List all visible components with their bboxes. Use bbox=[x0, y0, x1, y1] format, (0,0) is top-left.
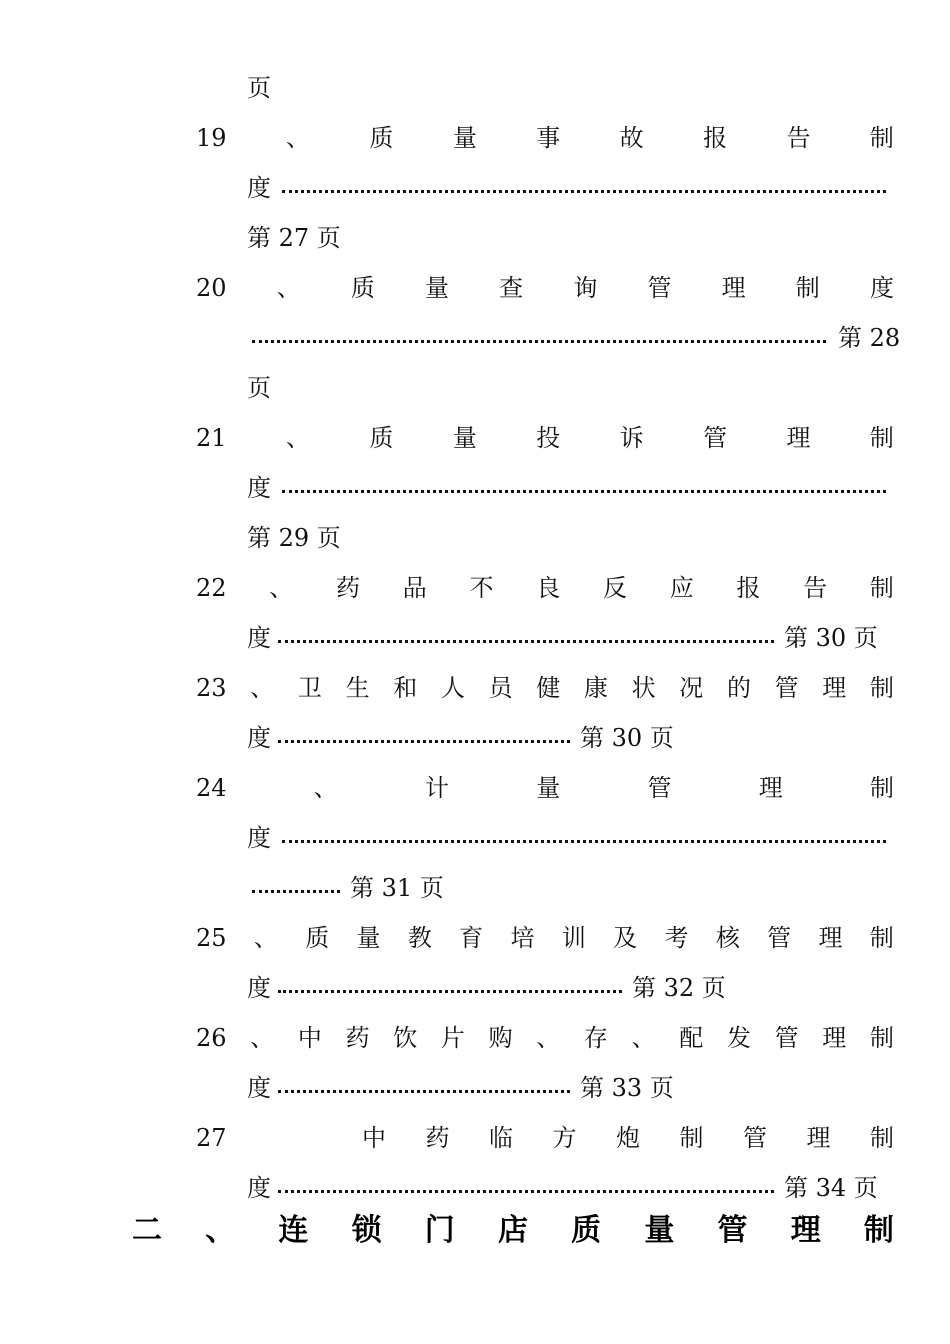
toc-char: 方 bbox=[552, 1124, 577, 1152]
toc-char: 、 bbox=[285, 124, 310, 152]
toc-char: 管 bbox=[647, 274, 672, 302]
toc-item-20-page: 第 28 bbox=[838, 324, 901, 352]
toc-leader-dots bbox=[278, 640, 774, 643]
toc-char: 、 bbox=[313, 774, 338, 802]
toc-char: 教 bbox=[407, 924, 432, 952]
toc-char: 询 bbox=[573, 274, 598, 302]
toc-item-19-page: 第 27 页 bbox=[247, 224, 341, 252]
toc-item-27-title bbox=[362, 1126, 894, 1150]
toc-item-19-title bbox=[196, 126, 894, 150]
toc-char: 配 bbox=[679, 1024, 704, 1052]
toc-char: 存 bbox=[583, 1024, 608, 1052]
toc-char: 管 bbox=[703, 424, 728, 452]
toc-char: 、 bbox=[253, 924, 278, 952]
toc-char: 核 bbox=[715, 924, 740, 952]
toc-char: 培 bbox=[510, 924, 535, 952]
toc-leader-dots bbox=[278, 1190, 774, 1193]
toc-char: 理 bbox=[786, 424, 811, 452]
toc-char: 质 bbox=[305, 924, 330, 952]
toc-char: 况 bbox=[679, 674, 704, 702]
toc-item-23-cont: 度 bbox=[247, 724, 271, 752]
heading-char: 连 bbox=[278, 1213, 309, 1248]
toc-leader-dots bbox=[282, 490, 886, 493]
toc-item-22-title bbox=[196, 576, 894, 600]
toc-char: 计 bbox=[425, 774, 450, 802]
toc-char: 质 bbox=[350, 274, 375, 302]
toc-char: 制 bbox=[795, 274, 820, 302]
toc-char: 制 bbox=[869, 124, 894, 152]
toc-leader-dots bbox=[278, 740, 570, 743]
toc-char: 告 bbox=[786, 124, 811, 152]
toc-char: 量 bbox=[536, 774, 561, 802]
toc-item-number: 25 bbox=[196, 924, 227, 952]
toc-char: 、 bbox=[250, 674, 275, 702]
toc-char: 药 bbox=[425, 1124, 450, 1152]
toc-item-25-title bbox=[196, 926, 894, 950]
toc-item-24-title bbox=[196, 776, 894, 800]
toc-char: 制 bbox=[679, 1124, 704, 1152]
toc-char: 报 bbox=[736, 574, 761, 602]
heading-char: 门 bbox=[424, 1213, 455, 1248]
toc-char: 、 bbox=[276, 274, 301, 302]
toc-char: 质 bbox=[369, 124, 394, 152]
toc-char: 理 bbox=[822, 1024, 847, 1052]
toc-char: 量 bbox=[425, 274, 450, 302]
toc-char: 管 bbox=[743, 1124, 767, 1152]
toc-char: 炮 bbox=[616, 1124, 640, 1152]
toc-leader-dots bbox=[278, 990, 622, 993]
toc-char: 考 bbox=[664, 924, 689, 952]
toc-char: 量 bbox=[452, 424, 477, 452]
toc-char: 制 bbox=[870, 1124, 894, 1152]
toc-char: 查 bbox=[499, 274, 524, 302]
toc-char: 报 bbox=[703, 124, 728, 152]
toc-char: 良 bbox=[536, 574, 561, 602]
toc-char: 中 bbox=[297, 1024, 322, 1052]
heading-char: 二 bbox=[132, 1213, 162, 1248]
toc-char: 量 bbox=[356, 924, 381, 952]
toc-char: 管 bbox=[774, 1024, 799, 1052]
toc-char: 生 bbox=[345, 674, 370, 702]
section-heading bbox=[132, 1213, 894, 1248]
toc-char: 健 bbox=[536, 674, 561, 702]
toc-char: 康 bbox=[583, 674, 608, 702]
heading-char: 店 bbox=[497, 1213, 528, 1248]
toc-item-number: 22 bbox=[196, 574, 227, 602]
toc-char: 量 bbox=[452, 124, 477, 152]
toc-char: 制 bbox=[869, 1024, 894, 1052]
toc-item-25-cont: 度 bbox=[247, 974, 271, 1002]
heading-char: 制 bbox=[863, 1213, 894, 1248]
toc-char: 管 bbox=[767, 924, 792, 952]
toc-item-24-page: 第 31 页 bbox=[350, 874, 444, 902]
heading-char: 管 bbox=[717, 1213, 748, 1248]
toc-char: 制 bbox=[869, 674, 894, 702]
toc-char: 管 bbox=[774, 674, 799, 702]
toc-char: 故 bbox=[619, 124, 644, 152]
toc-item-number: 24 bbox=[196, 774, 227, 802]
toc-prev-tail: 页 bbox=[247, 74, 271, 102]
toc-char: 员 bbox=[488, 674, 513, 702]
toc-item-27-page: 第 34 页 bbox=[784, 1174, 878, 1202]
toc-item-number: 21 bbox=[196, 424, 227, 452]
toc-char: 及 bbox=[613, 924, 638, 952]
toc-char: 事 bbox=[536, 124, 561, 152]
toc-item-24-cont: 度 bbox=[247, 824, 271, 852]
toc-char: 饮 bbox=[393, 1024, 418, 1052]
toc-leader-dots bbox=[282, 190, 886, 193]
toc-item-21-page: 第 29 页 bbox=[247, 524, 341, 552]
toc-char: 诉 bbox=[619, 424, 644, 452]
toc-leader-dots bbox=[252, 340, 826, 343]
toc-char: 理 bbox=[758, 774, 783, 802]
toc-char: 卫 bbox=[297, 674, 322, 702]
toc-leader-dots bbox=[252, 890, 340, 893]
toc-leader-dots bbox=[282, 840, 886, 843]
toc-char: 理 bbox=[818, 924, 843, 952]
toc-char: 临 bbox=[489, 1124, 513, 1152]
toc-char: 药 bbox=[336, 574, 361, 602]
toc-item-25-page: 第 32 页 bbox=[632, 974, 726, 1002]
toc-item-number: 19 bbox=[196, 124, 227, 152]
toc-item-21-cont: 度 bbox=[247, 474, 271, 502]
heading-char: 锁 bbox=[351, 1213, 382, 1248]
toc-char: 理 bbox=[721, 274, 746, 302]
toc-char: 中 bbox=[362, 1124, 386, 1152]
toc-char: 质 bbox=[369, 424, 394, 452]
toc-char: 人 bbox=[440, 674, 465, 702]
toc-char: 应 bbox=[669, 574, 694, 602]
toc-char: 的 bbox=[726, 674, 751, 702]
toc-char: 药 bbox=[345, 1024, 370, 1052]
toc-char: 购 bbox=[488, 1024, 513, 1052]
toc-char: 发 bbox=[726, 1024, 751, 1052]
toc-char: 度 bbox=[869, 274, 894, 302]
toc-char: 品 bbox=[402, 574, 427, 602]
toc-item-20-title bbox=[196, 276, 894, 300]
toc-char: 制 bbox=[869, 924, 894, 952]
toc-char: 、 bbox=[631, 1024, 656, 1052]
toc-char: 理 bbox=[822, 674, 847, 702]
toc-char: 、 bbox=[536, 1024, 561, 1052]
heading-char: 质 bbox=[571, 1213, 602, 1248]
toc-char: 训 bbox=[561, 924, 586, 952]
toc-item-number: 23 bbox=[196, 674, 227, 702]
toc-item-22-cont: 度 bbox=[247, 624, 271, 652]
toc-char: 制 bbox=[869, 574, 894, 602]
toc-item-number: 26 bbox=[196, 1024, 227, 1052]
toc-char: 投 bbox=[536, 424, 561, 452]
toc-char: 不 bbox=[469, 574, 494, 602]
toc-item-26-title bbox=[196, 1026, 894, 1050]
toc-item-19-cont: 度 bbox=[247, 174, 271, 202]
toc-char: 育 bbox=[459, 924, 484, 952]
toc-item-number: 27 bbox=[196, 1124, 227, 1152]
toc-leader-dots bbox=[278, 1090, 570, 1093]
toc-char: 理 bbox=[806, 1124, 831, 1152]
toc-item-23-title bbox=[196, 676, 894, 700]
toc-item-23-page: 第 30 页 bbox=[580, 724, 674, 752]
toc-char: 状 bbox=[631, 674, 656, 702]
toc-char: 管 bbox=[647, 774, 672, 802]
toc-char: 和 bbox=[393, 674, 418, 702]
toc-item-26-page: 第 33 页 bbox=[580, 1074, 674, 1102]
toc-item-27-cont: 度 bbox=[247, 1174, 271, 1202]
toc-char: 片 bbox=[440, 1024, 465, 1052]
toc-char: 制 bbox=[869, 774, 894, 802]
toc-char: 反 bbox=[602, 574, 627, 602]
toc-char: 、 bbox=[250, 1024, 275, 1052]
toc-char: 、 bbox=[285, 424, 310, 452]
toc-char: 制 bbox=[869, 424, 894, 452]
toc-item-21-title bbox=[196, 426, 894, 450]
toc-item-number: 20 bbox=[196, 274, 227, 302]
toc-item-26-cont: 度 bbox=[247, 1074, 271, 1102]
toc-item-20-tail: 页 bbox=[247, 374, 271, 402]
toc-char: 、 bbox=[269, 574, 294, 602]
heading-char: 理 bbox=[790, 1213, 821, 1248]
toc-char: 告 bbox=[803, 574, 828, 602]
heading-char: 、 bbox=[205, 1213, 236, 1248]
toc-item-22-page: 第 30 页 bbox=[784, 624, 878, 652]
heading-char: 量 bbox=[644, 1213, 675, 1248]
